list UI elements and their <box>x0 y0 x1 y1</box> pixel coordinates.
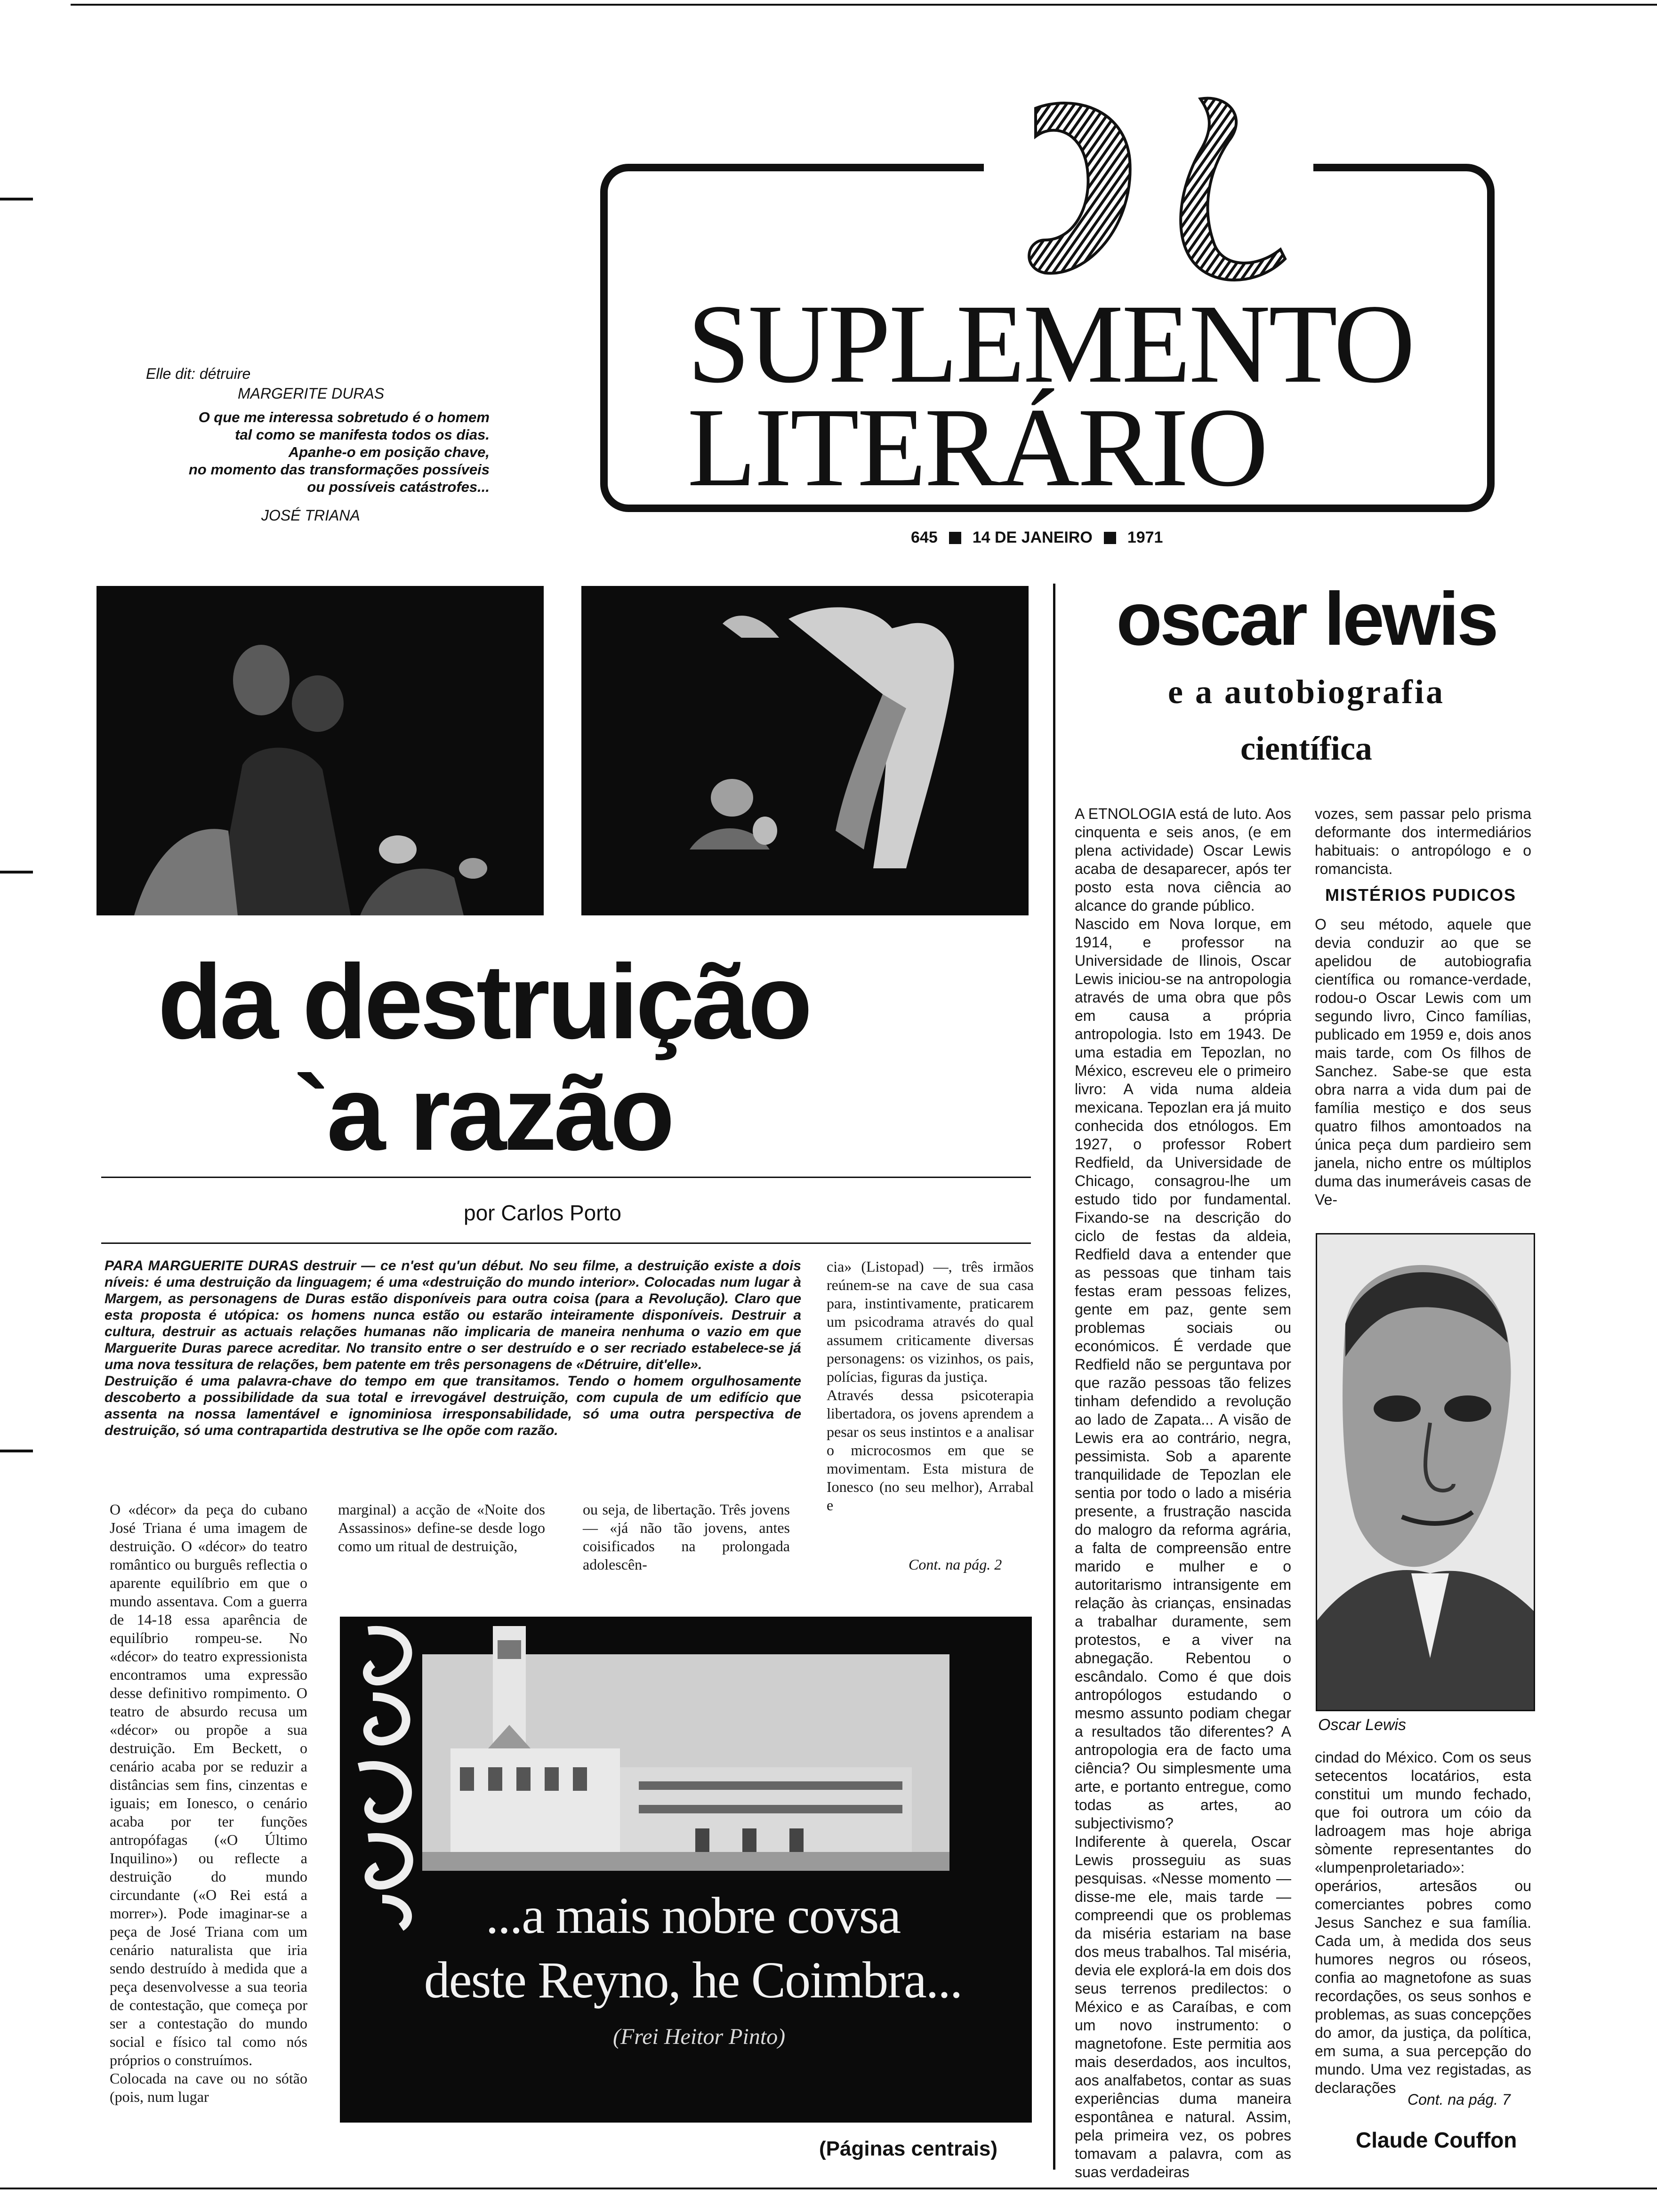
epigraph-line: Elle dit: détruire <box>146 365 251 382</box>
masthead-title-line2: LITERÁRIO <box>687 385 1267 510</box>
lewis-col-b-mid: O seu método, aquele que devia conduzir ao que se apelidou de autobiografia científica ou romance-verdade, rodou-o Oscar Lewis com um segundo livro, Cinco famílias, publicado em 1959 e, dois anos mais tarde, com Os filhos de Sanchez. Sabe-se que esta obra narra a vida dum pai de família mestiço e dos seus quatro filhos amontoados na única peça dum pardieiro sem janela, nicho entre os múltiplos duma das inumeráveis casas de Ve- <box>1315 916 1531 1208</box>
coimbra-attribution: (Frei Heitor Pinto) <box>613 2024 786 2049</box>
coimbra-quote-line1: ...a mais nobre covsa <box>485 1887 901 1944</box>
main-headline-line2: `a razão <box>294 1054 672 1172</box>
lewis-author: Claude Couffon <box>1356 2128 1517 2152</box>
issue-year: 1971 <box>1127 529 1163 546</box>
dl-logo <box>1003 89 1295 292</box>
theatre-photo-left <box>97 586 544 915</box>
theatre-photo-right <box>581 586 1029 915</box>
lewis-section-head: MISTÉRIOS PUDICOS <box>1325 885 1517 905</box>
portrait-caption: Oscar Lewis <box>1318 1716 1407 1734</box>
lewis-subhead-line2: científica <box>1240 729 1372 767</box>
portrait-image <box>1317 1234 1534 1710</box>
lewis-col-a: A ETNOLOGIA está de luto. Aos cinquenta e seis anos, (e em plena actividade) Oscar Lewis acaba de desaparecer, após ter posto esta nova ciência ao alcance do grande público. Nascido em Nova Iorque, em 1914, e professor na Universidade de Ilinois, Oscar Lewis iniciou-se na antropologia através de uma obra que pôs em causa a própria antropologia. Isto em 1943. De uma estadia em Tepozlan, no México, escreveu ele o primeiro livro: A vida numa aldeia mexicana. Tepozlan era já muito conhecida dos etnólogos. Em 1927, o professor Robert Redfield, da Universidade de Chicago, consagrou-lhe um estudo tido por fundamental. Fixando-se na descrição do ciclo de festas da aldeia, Redfield dava a entender que as pessoas que tinham tais festas eram pessoas felizes, gente em paz, gente sem problemas sociais ou económicos. É verdade que Redfield não se perguntava por que razão pessoas tão felizes tinham defendido a revolução ao lado de Zapata... A visão de Lewis era ao contrário, negra, pessimista. Sob a aparente tranquilidade de Tepozlan ele sentia por todo o lado a miséria presente, a frustração nascida do malogro da reforma agrária, a falta de compreensão entre marido e mulher e o autoritarismo intransigente em relação às crianças, ensinadas a trabalhar duramente, sem protestos, e a viver na abnegação. Rebentou o escândalo. Como é que dois antropólogos estudando o mesmo assunto podiam chegar a resultados tão diferentes? A antropologia era de facto uma ciência? Ou simplesmente uma arte, e portanto entregue, como todas as artes, ao subjectivismo? Indiferente à querela, Oscar Lewis prosseguiu as suas pesquisas. «Nesse momento — disse-me ele, mais tarde — compreendi que os problemas da miséria estariam na base dos meus trabalhos. Tal miséria, devia ele explorá-la em dois dos seus terrenos predilectos: o México e as Caraíbas, e com um novo instrumento: o magnetofone. Este permitia aos mais deserdados, aos incultos, aos analfabetos, contar as suas experiências duma maneira espontânea e natural. Assim, pela primeira vez, os pobres tomavam a palavra, com as suas verdadeiras <box>1075 805 1291 2180</box>
lewis-continued: Cont. na pág. 7 <box>1408 2091 1511 2108</box>
main-col1: O «décor» da peça do cubano José Triana é uma imagem de destruição. O «décor» do teatro romântico ou burguês reflectia o aparente equilíbrio em que o mundo assentava. Com a guerra de 14-18 essa aparência de equilíbrio rompeu-se. No «décor» do teatro expressionista encontramos uma expressão desse definitivo rompimento. O teatro de absurdo recusa um «décor» ou propõe a sua destruição. Em Beckett, o cenário acaba por se reduzir a distâncias sem fins, cinzentas e iguais; em Ionesco, o cenário acaba por ter funções antropófagas («O Último Inquilino») ou reflecte a destruição do mundo circundante («O Rei está a morrer»). Pode imaginar-se a peça de José Triana com um cenário naturalista que iria sendo destruído à medida que a peça desenvolvesse a sua teoria de contestação, que começa por ser a contestação do mundo social e físico tal como nós próprios o construímos. Colocada na cave ou no sótão (pois, num lugar <box>110 1501 307 2105</box>
bottom-edge-rule <box>0 2188 1657 2189</box>
lead-rule <box>101 1242 1031 1244</box>
lewis-headline: oscar lewis <box>1116 577 1496 661</box>
margin-tick <box>0 871 33 874</box>
theatre-photo-right-image <box>581 586 1029 915</box>
epigraph-author-triana: JOSÉ TRIANA <box>261 507 360 524</box>
main-continued: Cont. na pág. 2 <box>909 1556 1002 1573</box>
byline: por Carlos Porto <box>464 1201 621 1225</box>
main-lead: PARA MARGUERITE DURAS destruir — ce n'est qu'un début. No seu filme, a destruição existe a dois níveis: é uma destruição da linguagem; é uma «destruição do mundo interior». Colocadas num lugar à Margem, as personagens de Duras estão disponíveis para outra coisa (para a Revolução). Claro que esta proposta é utópica: os homens nunca estão ou estarão inteiramente disponíveis. Destruir a cultura, destruir as actuais relações humanas não implicaria de maneira nenhuma o vazio em que Marguerite Duras parece acreditar. No transito entre o ser destruído e o ser recriado estabelece-se já uma nova tessitura de relações, bem patente em três personagens de «Détruire, dit'elle». Destruição é uma palavra-chave do tempo em que transitamos. Tendo o homem orgulhosamente descoberto a possibilidade da sua total e irrevogável destruição, com cupula de um edifício que assenta na nossa lamentável e ignominiosa irresponsabilidade, só uma outra perspectiva de destruição, só uma contrapartida destrutiva se lhe opõe com razão. <box>105 1258 801 1438</box>
issue-number: 645 <box>911 529 938 546</box>
issue-line <box>911 528 1163 547</box>
margin-tick <box>0 198 33 200</box>
theatre-photo-left-image <box>97 586 544 915</box>
issue-date: 14 DE JANEIRO <box>972 529 1093 546</box>
masthead-title-line1: SUPLEMENTO <box>687 281 1414 406</box>
ornament-swirl <box>340 1617 434 1927</box>
main-col4: cia» (Listopad) —, três irmãos reúnem-se na cave de sua casa para, instintivamente, praticarem um psicodrama através do qual assumem criticamente diversas personagens: os vizinhos, os pais, polícias, figuras da justiça. Através dessa psicoterapia libertadora, os jovens aprendem a pesar os seus instintos e a analisar o microcosmos em que se movimentam. Esta mistura de Ionesco (no seu melhor), Arrabal e <box>827 1258 1034 1514</box>
main-col3: ou seja, de libertação. Três jovens — «já não tão jovens, antes coisificados na prolongada adolescên- <box>583 1501 790 1573</box>
coimbra-ad-box <box>340 1617 1032 2123</box>
separator-square <box>949 532 961 544</box>
column-divider <box>1053 584 1055 2170</box>
main-headline-line1: da destruição <box>158 942 810 1061</box>
epigraph-quote: O que me interessa sobretudo é o homem tal como se manifesta todos os dias. Apanhe-o em posição chave, no momento das transformações possíveis ou possíveis catástrofes... <box>188 409 490 495</box>
coimbra-university-engraving <box>422 1626 949 1871</box>
lewis-col-b-bottom: cindad do México. Com os seus setecentos locatários, esta constitui um mundo fechado, que foi outrora um cóio da ladroagem mas hoje abriga sòmente representantes do «lumpenproletariado»: operários, artesãos ou comerciantes pobres como Jesus Sanchez e sua família. Cada um, à medida dos seus humores negros ou róseos, confia ao magnetofone as suas recordações, os seus sonhos e problemas, as suas concepções do amor, da justiça, da política, em suma, a sua percepção do mundo. Uma vez registadas, as declarações <box>1315 1749 1531 2096</box>
byline-rule <box>101 1177 1031 1178</box>
separator-square <box>1104 532 1116 544</box>
margin-tick <box>0 1450 33 1452</box>
main-col2: marginal) a acção de «Noite dos Assassinos» define-se desde logo como um ritual de destruição, <box>338 1501 545 1555</box>
lewis-col-b-top: vozes, sem passar pelo prisma deformante dos intermediários habituais: o antropólogo e o romancista. <box>1315 805 1531 877</box>
coimbra-quote-line2: deste Reyno, he Coimbra... <box>424 1951 962 2009</box>
top-edge-rule <box>71 4 1657 6</box>
oscar-lewis-portrait <box>1316 1233 1535 1711</box>
pages-note: (Páginas centrais) <box>819 2137 998 2160</box>
lewis-subhead-line1: e a autobiografia <box>1168 673 1445 711</box>
epigraph-author-duras: MARGERITE DURAS <box>238 385 385 402</box>
